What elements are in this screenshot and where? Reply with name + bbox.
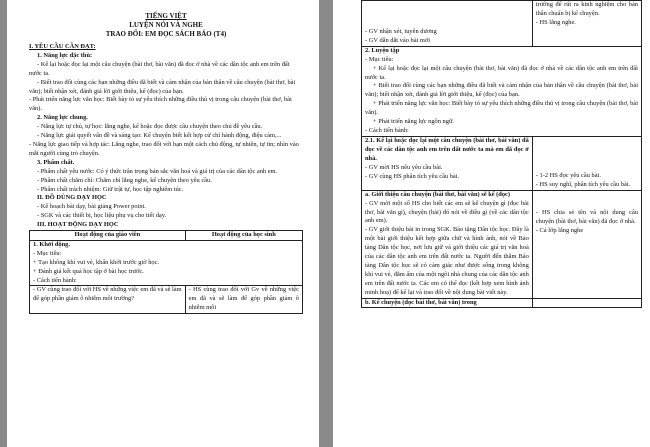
subsection-1-1-title: 1. Năng lực đặc thù: xyxy=(37,51,93,59)
paragraph: - Phẩm chất yêu nước: Có ý thức trân trọng bản sắc văn hoá và giá trị của các dân tộc anh em. xyxy=(37,167,278,175)
table-cell: - HS chia sẻ tên và nội dung câu chuyện (bài thơ, bài văn) đã đọc ở nhà. - Cả lớp lắng nghe xyxy=(532,190,641,298)
subsection-1-3-title: 3. Phẩm chất. xyxy=(37,158,75,166)
table-cell: - GV nhận xét, tuyên dương - GV dẫn dắt vào bài mới xyxy=(362,1,533,47)
paragraph: - Năng lực tự chủ, tự học: lắng nghe, kể hoặc đọc được câu chuyện theo chủ đề yêu cầu. xyxy=(37,123,263,131)
paragraph: - Năng lực giải quyết vấn đề và sáng tạo: Kể chuyện biết kết hợp cử chỉ hành động, điệu cảm,... xyxy=(37,132,282,140)
table-row xyxy=(362,136,642,190)
table-row xyxy=(362,46,642,136)
section-3-title: III. HOẠT ĐỘNG DẠY HỌC xyxy=(37,221,119,229)
table-header-student: Hoạt động của học sinh xyxy=(185,231,302,241)
table-cell: 2. Luyện tập - Mục tiêu: + Kể lại hoặc đọc lại một câu chuyện (bài thơ, bài văn) đã đọc ở nhà về các dân tộc anh em trên đất nước ta. + Biết trao đổi cùng các bạn những điều đã biết và cảm nhận của bản thân về câu chuyện (bài thơ, bài văn); biết nhận xét, đánh giá lời giới thiệu, kể (đọc) của bạn. + Phát triển năng lực văn học: Biết bày tỏ sự yêu thích những điều thú vị trong câu chuyện (bài thơ, bài văn). + Phát triển năng lực ngôn ngữ. - Cách tiến hành: xyxy=(362,46,642,136)
paragraph: - Phát triển năng lực văn học: Biết bày tỏ sự yêu thích những điều thú vị trong câu chuyện (bài thơ, bài văn). xyxy=(29,96,292,113)
document-page-right xyxy=(333,0,650,447)
topic-heading: LUYỆN NÓI VÀ NGHE xyxy=(129,21,203,29)
table-row xyxy=(30,286,303,314)
table-cell: 1. Khởi động. - Mục tiêu: + Tạo không khí vui vẻ, khấn khởi trước giờ học. + Đánh giá kết quả học tập ở bài học trước. - Cách tiến hành: xyxy=(30,240,303,286)
lesson-title: TRAO ĐỔI: EM ĐỌC SÁCH BÁO (T4) xyxy=(105,30,227,38)
table-cell: - 1-2 HS đọc yêu cầu bài. - HS suy nghĩ, phân tích yêu cầu bài. xyxy=(532,136,641,190)
subsection-1-2-title: 2. Năng lực chung. xyxy=(37,114,88,122)
table-cell: - HS cùng trao đổi với Gv về những việc em đã và sẽ làm để góp phần giảm ô nhiễm môi xyxy=(185,286,302,314)
table-cell: b. Kể chuyện (đọc bài thơ, bài văn) trong xyxy=(362,298,533,308)
paragraph: - Kể lại hoặc đọc lại một câu chuyện (bài thơ, bài văn) đã đọc ở nhà về các dân tộc anh em trên đất nước ta. xyxy=(29,60,290,77)
document-page-left xyxy=(7,0,319,447)
section-2-title: II. ĐỒ DÙNG DẠY HỌC xyxy=(37,194,107,202)
paragraph: - Phẩm chất trách nhiệm: Giữ trật tự, học tập nghiêm túc. xyxy=(37,185,184,193)
subject-heading: TIẾNG VIỆT xyxy=(145,12,187,20)
paragraph: - Kế hoạch bài dạy, bài giảng Power point. xyxy=(37,203,146,211)
table-cell: a. Giới thiệu câu chuyện (bài thơ, bài văn) sẽ kể (đọc) - GV mời một số HS cho biết các em sẽ kể chuyện gì (đọc bài thơ, bài văn gì), chuyện (bài) đó nói về điều gì (về các dân tộc anh em). - GV giới thiệu bài in trong SGK. Báo tặng Dân tộc học. Đây là một bài giới thiệu kết hợp giữa chữ và hình ảnh, nói về Bảo tàng Dân tộc học, nơi lưu giữ và giới thiệu các giá trị văn hoá của các dân tộc anh em trên đất nước ta. Người đến thăm Bảo tàng Dân tộc học sẽ có cảm giác như được sống trong không khí vui vẻ, đằm ấm của một ngôi nhà chung của các dân tộc anh em trên đất nước ta. Các em có thể đọc (kết hợp xem hình ảnh minh hoạ) để kể lại và trao đổi về nội dung bài viết này. xyxy=(362,190,533,298)
paragraph: - SGK và các thiết bị, học liệu phụ vụ cho tiết dạy. xyxy=(37,212,167,220)
table-cell xyxy=(532,298,641,308)
table-row xyxy=(362,190,642,298)
table-cell: 2.1. Kể lại hoặc đọc lại một câu chuyện (bài thơ, bài văn) đã đọc về các dân tộc anh em trên đất nước ta mà em đã đọc ở nhà. - GV mời HS nêu yêu cầu bài. - GV cùng HS phân tích yêu cầu bài. xyxy=(362,136,533,190)
table-header-teacher: Hoạt động của giáo viên xyxy=(30,231,186,241)
section-1-title: I. YÊU CẦU CẦN ĐẠT: xyxy=(29,43,96,50)
table-row xyxy=(30,240,303,286)
table-cell: trường để rút ra kinh nghiệm cho bản thân chuẩn bị kể chuyện. - HS lắng nghe. xyxy=(532,1,641,47)
paragraph: - Năng lực giao tiếp và hợp tác: Lắng nghe, trao đổi với bạn một cách chủ động, tự nhiên, tự tin; nhìn vào mắt người cùng trò chuyện. xyxy=(29,140,299,157)
paragraph: - Phẩm chất chăm chỉ: Chăm chỉ lắng nghe, kể chuyện theo yêu cầu. xyxy=(37,176,212,184)
table-cell: - GV cùng trao đổi với HS về những việc em đã và sẽ làm để góp phần giảm ô nhiễm môi trường? xyxy=(30,286,186,314)
activity-table xyxy=(29,230,303,314)
table-row xyxy=(362,298,642,308)
activity-table-continued xyxy=(361,0,642,308)
table-row xyxy=(362,1,642,47)
paragraph: - Biết trao đổi cùng các bạn những điều đã biết và cảm nhận của bản thân về câu chuyện (bài thơ, bài văn); biết nhận xét, đánh giá lời giới thiệu, kể (đọc) của bạn. xyxy=(29,78,296,95)
